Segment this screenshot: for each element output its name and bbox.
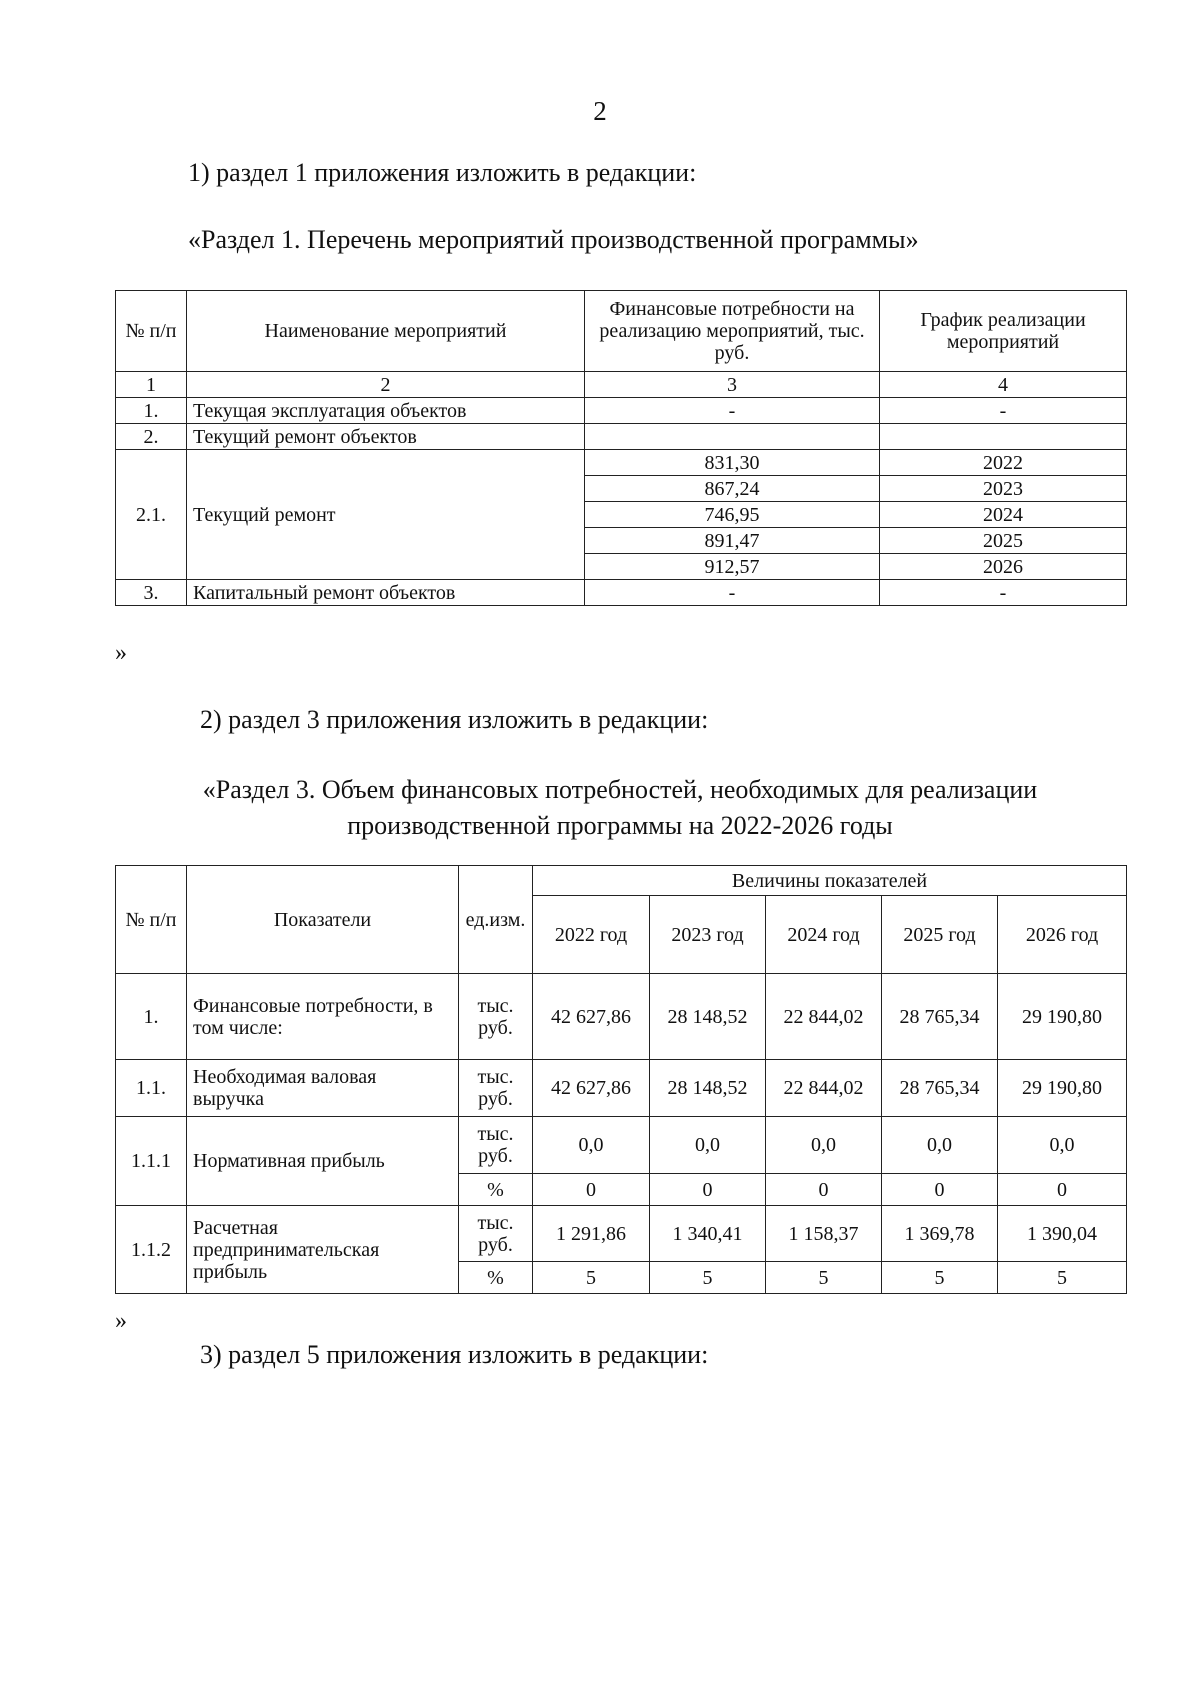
- row-value: 0,0: [998, 1117, 1127, 1174]
- row-schedule: 2026: [880, 554, 1127, 580]
- row-value: 1 291,86: [533, 1206, 650, 1262]
- row-schedule: 2025: [880, 528, 1127, 554]
- row-value: 0: [766, 1174, 882, 1206]
- row-name: Нормативная прибыль: [187, 1117, 459, 1206]
- col-number: 2: [187, 372, 585, 398]
- header-num: № п/п: [116, 291, 187, 372]
- row-schedule: -: [880, 580, 1127, 606]
- row-amount: -: [585, 580, 880, 606]
- table-row: [116, 1206, 1127, 1262]
- row-unit: тыс. руб.: [459, 974, 533, 1060]
- close-quote: »: [115, 640, 127, 666]
- row-unit: тыс. руб.: [459, 1206, 533, 1262]
- row-value: 0: [533, 1174, 650, 1206]
- header-schedule: График реализации мероприятий: [880, 291, 1127, 372]
- row-value: 28 148,52: [650, 1060, 766, 1117]
- row-amount: 831,30: [585, 450, 880, 476]
- row-value: 29 190,80: [998, 974, 1127, 1060]
- row-value: 0,0: [650, 1117, 766, 1174]
- row-value: 29 190,80: [998, 1060, 1127, 1117]
- row-name: Расчетная предпринимательская прибыль: [187, 1206, 459, 1294]
- row-value: 0,0: [533, 1117, 650, 1174]
- row-amount: 867,24: [585, 476, 880, 502]
- table-row: [116, 1117, 1127, 1174]
- row-value: 28 765,34: [882, 974, 998, 1060]
- header-amount: Финансовые потребности на реализацию мероприятий, тыс. руб.: [585, 291, 880, 372]
- table-row: [116, 1060, 1127, 1117]
- table-production-measures: [115, 290, 1127, 606]
- row-num: 2.1.: [116, 450, 187, 580]
- row-value: 22 844,02: [766, 1060, 882, 1117]
- header-name: Наименование мероприятий: [187, 291, 585, 372]
- row-value: 1 340,41: [650, 1206, 766, 1262]
- section3-title-line1: «Раздел 3. Объем финансовых потребностей, необходимых для реализации: [202, 775, 1038, 804]
- row-value: 42 627,86: [533, 974, 650, 1060]
- row-value: 0: [650, 1174, 766, 1206]
- row-unit: %: [459, 1174, 533, 1206]
- row-value: 5: [766, 1262, 882, 1294]
- row-value: 0,0: [882, 1117, 998, 1174]
- col-number: 3: [585, 372, 880, 398]
- header-values: Величины показателей: [533, 866, 1127, 896]
- row-value: 5: [882, 1262, 998, 1294]
- table-financial-needs: [115, 865, 1127, 1294]
- row-num: 3.: [116, 580, 187, 606]
- row-num: 1.1.2: [116, 1206, 187, 1294]
- header-indicators: Показатели: [187, 866, 459, 974]
- table-row: [116, 450, 1127, 476]
- row-value: 28 765,34: [882, 1060, 998, 1117]
- row-value: 1 369,78: [882, 1206, 998, 1262]
- row-value: 0,0: [766, 1117, 882, 1174]
- row-value: 0: [882, 1174, 998, 1206]
- section3-title-line2: производственной программы на 2022-2026 годы: [347, 811, 893, 840]
- col-number: 1: [116, 372, 187, 398]
- item3-text: 3) раздел 5 приложения изложить в редакции:: [200, 1340, 709, 1369]
- header-year: 2024 год: [766, 896, 882, 974]
- row-value: 5: [998, 1262, 1127, 1294]
- row-schedule: [880, 424, 1127, 450]
- row-amount: 912,57: [585, 554, 880, 580]
- row-amount: 891,47: [585, 528, 880, 554]
- row-schedule: 2022: [880, 450, 1127, 476]
- row-amount: -: [585, 398, 880, 424]
- row-schedule: -: [880, 398, 1127, 424]
- header-unit: ед.изм.: [459, 866, 533, 974]
- header-year: 2025 год: [882, 896, 998, 974]
- row-name: Необходимая валовая выручка: [187, 1060, 459, 1117]
- row-value: 42 627,86: [533, 1060, 650, 1117]
- row-value: 1 158,37: [766, 1206, 882, 1262]
- header-num: № п/п: [116, 866, 187, 974]
- row-unit: %: [459, 1262, 533, 1294]
- row-name: Капитальный ремонт объектов: [187, 580, 585, 606]
- row-value: 0: [998, 1174, 1127, 1206]
- row-schedule: 2023: [880, 476, 1127, 502]
- table-row: [116, 974, 1127, 1060]
- section3-title: [120, 772, 1120, 844]
- row-name: Текущая эксплуатация объектов: [187, 398, 585, 424]
- table-row: [116, 866, 1127, 896]
- row-name: Финансовые потребности, в том числе:: [187, 974, 459, 1060]
- item1-text: 1) раздел 1 приложения изложить в редакции:: [188, 158, 697, 187]
- row-name: Текущий ремонт: [187, 450, 585, 580]
- row-num: 1.1.: [116, 1060, 187, 1117]
- row-value: 1 390,04: [998, 1206, 1127, 1262]
- row-num: 1.: [116, 974, 187, 1060]
- row-num: 1.: [116, 398, 187, 424]
- header-year: 2023 год: [650, 896, 766, 974]
- page-number: 2: [593, 96, 607, 126]
- row-name: Текущий ремонт объектов: [187, 424, 585, 450]
- col-number: 4: [880, 372, 1127, 398]
- row-num: 1.1.1: [116, 1117, 187, 1206]
- section1-title: «Раздел 1. Перечень мероприятий производственной программы»: [188, 225, 919, 254]
- row-value: 5: [533, 1262, 650, 1294]
- table-row: [116, 424, 1127, 450]
- row-amount: 746,95: [585, 502, 880, 528]
- row-unit: тыс. руб.: [459, 1117, 533, 1174]
- table-row: [116, 398, 1127, 424]
- row-value: 28 148,52: [650, 974, 766, 1060]
- row-amount: [585, 424, 880, 450]
- table-row: [116, 580, 1127, 606]
- row-num: 2.: [116, 424, 187, 450]
- row-schedule: 2024: [880, 502, 1127, 528]
- row-value: 5: [650, 1262, 766, 1294]
- item2-text: 2) раздел 3 приложения изложить в редакции:: [200, 705, 709, 734]
- table-row: [116, 372, 1127, 398]
- header-year: 2026 год: [998, 896, 1127, 974]
- close-quote: »: [115, 1308, 127, 1334]
- row-unit: тыс. руб.: [459, 1060, 533, 1117]
- header-year: 2022 год: [533, 896, 650, 974]
- row-value: 22 844,02: [766, 974, 882, 1060]
